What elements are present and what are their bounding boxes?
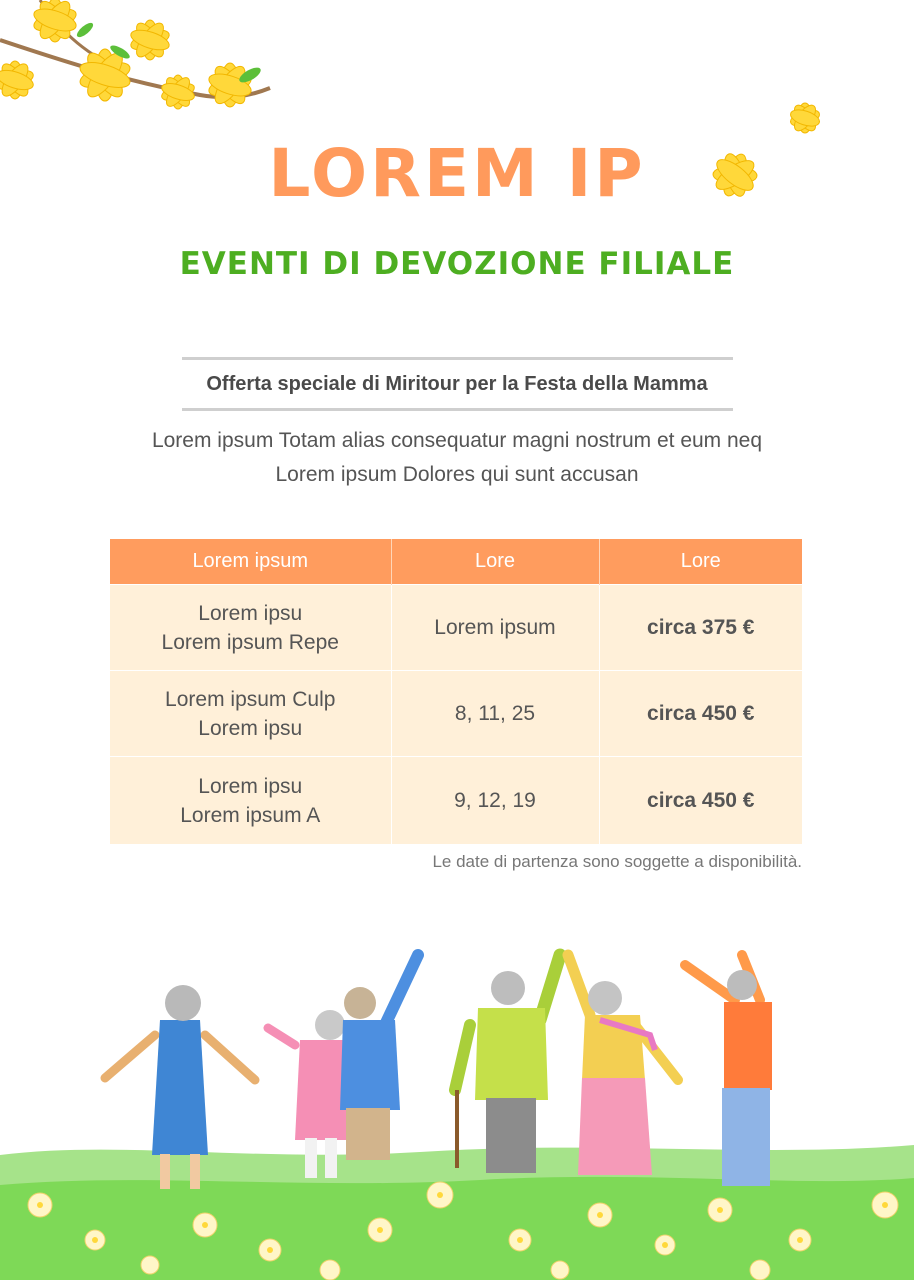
person-blue-shirt <box>340 955 418 1160</box>
table-row <box>110 671 802 757</box>
tour-name-line: Lorem ipsu <box>198 601 303 625</box>
dates-cell: Lorem ipsum <box>391 585 599 671</box>
table-header-row <box>110 539 802 585</box>
offer-heading: Offerta speciale di Miritour per la Festa della Mamma <box>206 373 708 395</box>
divider-top <box>182 357 733 360</box>
tour-name-line: Lorem ipsum Culp <box>165 687 336 711</box>
price-table <box>110 539 802 844</box>
tour-name-cell <box>110 585 391 671</box>
elderly-group-illustration <box>0 940 914 1280</box>
person-lime-sweater <box>455 955 560 1173</box>
tour-name-line: Lorem ipsu <box>198 774 303 798</box>
table-row <box>110 757 802 845</box>
person-pink-skirt <box>568 955 678 1175</box>
divider-bottom <box>182 408 733 411</box>
poster-title: LOREM IP <box>268 135 646 212</box>
poster-subtitle: EVENTI DI DEVOZIONE FILIALE <box>179 246 735 282</box>
tour-name-cell <box>110 671 391 757</box>
price-cell: circa 450 € <box>599 757 802 845</box>
tour-name-line: Lorem ipsu <box>198 716 303 740</box>
offer-description-line1: Lorem ipsum Totam alias consequatur magni nostrum et eum neq <box>151 429 763 452</box>
price-cell: circa 375 € <box>599 585 802 671</box>
table-header-cell: Lore <box>599 539 802 585</box>
tour-name-cell <box>110 757 391 845</box>
table-row <box>110 585 802 671</box>
price-cell: circa 450 € <box>599 671 802 757</box>
availability-footnote: Le date di partenza sono soggette a disponibilità. <box>432 852 802 871</box>
offer-description-line2: Lorem ipsum Dolores qui sunt accusan <box>275 463 639 486</box>
dates-cell: 8, 11, 25 <box>391 671 599 757</box>
tour-name-line: Lorem ipsum A <box>180 803 321 827</box>
tour-name-line: Lorem ipsum Repe <box>161 630 339 654</box>
person-pink-top <box>268 1010 348 1178</box>
table-header-cell: Lore <box>391 539 599 585</box>
dates-cell: 9, 12, 19 <box>391 757 599 845</box>
table-header-cell: Lorem ipsum <box>110 539 391 585</box>
offer-description <box>0 424 914 492</box>
